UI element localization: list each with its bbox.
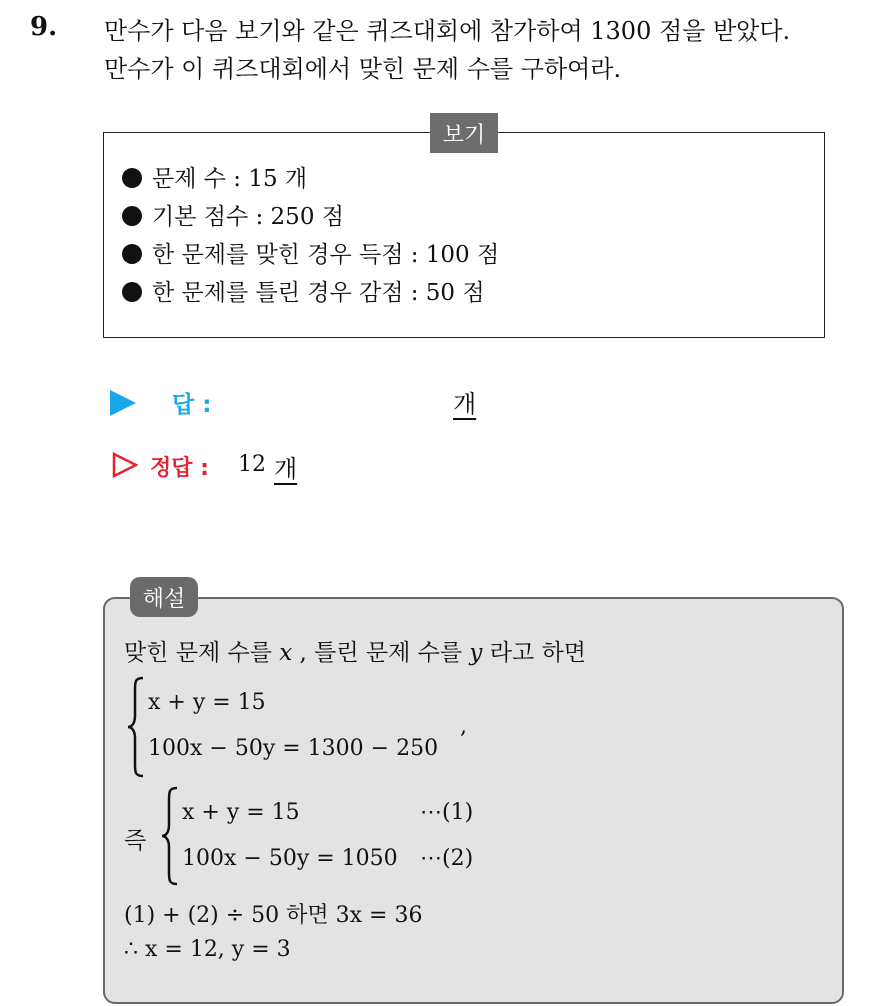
system2-prefix: 즉 xyxy=(124,828,147,854)
answer-label: 답 : xyxy=(172,392,212,418)
bogi-item-text: 한 문제를 틀린 경우 감점 : 50 점 xyxy=(152,280,485,306)
correct-unit: 개 xyxy=(274,455,298,483)
bogi-item xyxy=(122,274,499,312)
bogi-item-text: 한 문제를 맞힌 경우 득점 : 100 점 xyxy=(152,242,500,268)
left-brace-icon xyxy=(160,786,180,886)
system2-equation-2: 100x − 50y = 1050 xyxy=(182,846,398,871)
solution-line-6: ∴ x = 12, y = 3 xyxy=(124,937,291,962)
question-line-2: 만수가 이 퀴즈대회에서 맞힌 문제 수를 구하여라. xyxy=(104,55,622,83)
bogi-item-text: 기본 점수 : 250 점 xyxy=(152,204,344,230)
question-number: 9. xyxy=(30,12,58,42)
correct-label: 정답 : xyxy=(150,456,209,481)
system1-equation-1: x + y = 15 xyxy=(148,690,266,715)
variable-y: y xyxy=(469,640,483,666)
solution-text: , 틀린 문제 수를 xyxy=(299,640,463,666)
bullet-icon xyxy=(122,206,142,226)
system2-tag-1: ⋯(1) xyxy=(420,800,474,825)
left-brace-icon xyxy=(126,676,146,778)
solution-text: 맞힌 문제 수를 xyxy=(124,640,272,666)
solution-title: 해설 xyxy=(130,577,198,617)
system1-equation-2: 100x − 50y = 1300 − 250 xyxy=(148,736,439,761)
answer-unit[interactable]: 개 xyxy=(453,390,477,418)
solution-line-5: (1) + (2) ÷ 50 하면 3x = 36 xyxy=(124,903,423,928)
question-line-1: 만수가 다음 보기와 같은 퀴즈대회에 참가하여 1300 점을 받았다. xyxy=(104,17,791,45)
outline-triangle-icon xyxy=(112,452,138,478)
correct-value: 12 xyxy=(238,452,266,477)
solution-line-1 xyxy=(124,634,586,667)
bogi-item xyxy=(122,236,499,274)
bullet-icon xyxy=(122,244,142,264)
bogi-item xyxy=(122,198,499,236)
bogi-item-text: 문제 수 : 15 개 xyxy=(152,166,308,192)
bullet-icon xyxy=(122,168,142,188)
system1-comma: , xyxy=(460,714,467,739)
system2-tag-2: ⋯(2) xyxy=(420,846,474,871)
play-triangle-icon xyxy=(110,390,136,416)
bogi-item xyxy=(122,160,499,198)
bogi-title: 보기 xyxy=(430,113,498,153)
bogi-list xyxy=(122,160,499,312)
solution-text: 라고 하면 xyxy=(489,640,586,666)
question-text xyxy=(104,12,790,88)
variable-x: x xyxy=(279,640,293,666)
system2-equation-1: x + y = 15 xyxy=(182,800,300,825)
bullet-icon xyxy=(122,282,142,302)
